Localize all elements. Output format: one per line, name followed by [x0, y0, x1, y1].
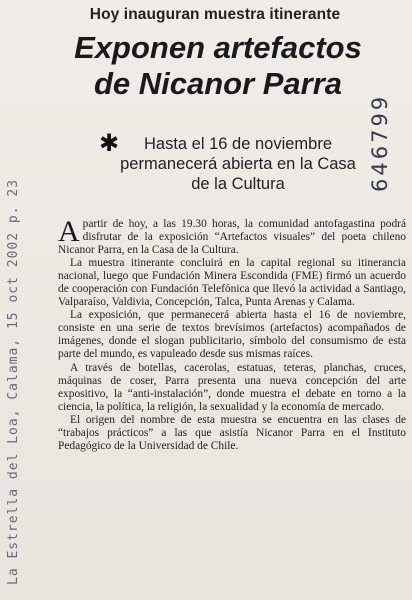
article-kicker: Hoy inauguran muestra itinerante — [89, 6, 341, 23]
paragraph-4: A través de botellas, cacerolas, estatuas, teteras, planchas, cruces, máquinas de coser, Parra presenta una nueva concepción del arte expositivo, la “anti-instalación”, donde muestra el debate en torno a la ciencia, la política, la religión, la sexualidad y la economía de mercado. — [58, 361, 406, 413]
headline-line-1: Exponen artefactos — [74, 30, 362, 65]
paragraph-1 — [58, 215, 406, 257]
drop-cap: A — [58, 215, 80, 248]
paragraph-2: La muestra itinerante concluirá en la capital regional su itinerancia nacional, luego que Fundación Minera Escondida (FME) firmó un acuerdo de cooperación con Fundación Telefónica que llevó la actividad a Santiago, Valparaíso, Valdivia, Concepción, Talca, Punta Arenas y Calama. — [58, 257, 406, 309]
handwritten-source-note: La Estrella del Loa, Calama, 15 oct 2002 p. 23 — [6, 178, 21, 585]
article-body — [58, 215, 406, 453]
star-icon: ✱ — [99, 129, 120, 157]
paragraph-5: El origen del nombre de esta muestra se encuentra en las clases de “trabajos prácticos” a las que asistía Nicanor Parra en el Instituto Pedagógico de la Universidad de Chile. — [58, 413, 406, 452]
handwritten-reference-number: 646799 — [368, 93, 392, 192]
article-headline — [58, 30, 378, 102]
paragraph-3: La exposición, que permanecerá abierta hasta el 16 de noviembre, consiste en una serie de textos brevísimos (artefactos) acompañados de imágenes, donde el slogan publicitario, símbolo del consumismo de esta parte del mundo, es vapuleado desde sus mismas raíces. — [58, 309, 406, 361]
headline-line-2: de Nicanor Parra — [93, 66, 343, 101]
paragraph-1-text: partir de hoy, a las 19.30 horas, la comunidad antofagastina podrá disfrutar de la exposición “Artefactos visuales” del poeta chileno Nicanor Parra, en la Casa de la Cultura. — [58, 218, 406, 257]
article-subhead: Hasta el 16 de noviembre permanecerá abierta en la Casa de la Cultura — [120, 135, 356, 193]
